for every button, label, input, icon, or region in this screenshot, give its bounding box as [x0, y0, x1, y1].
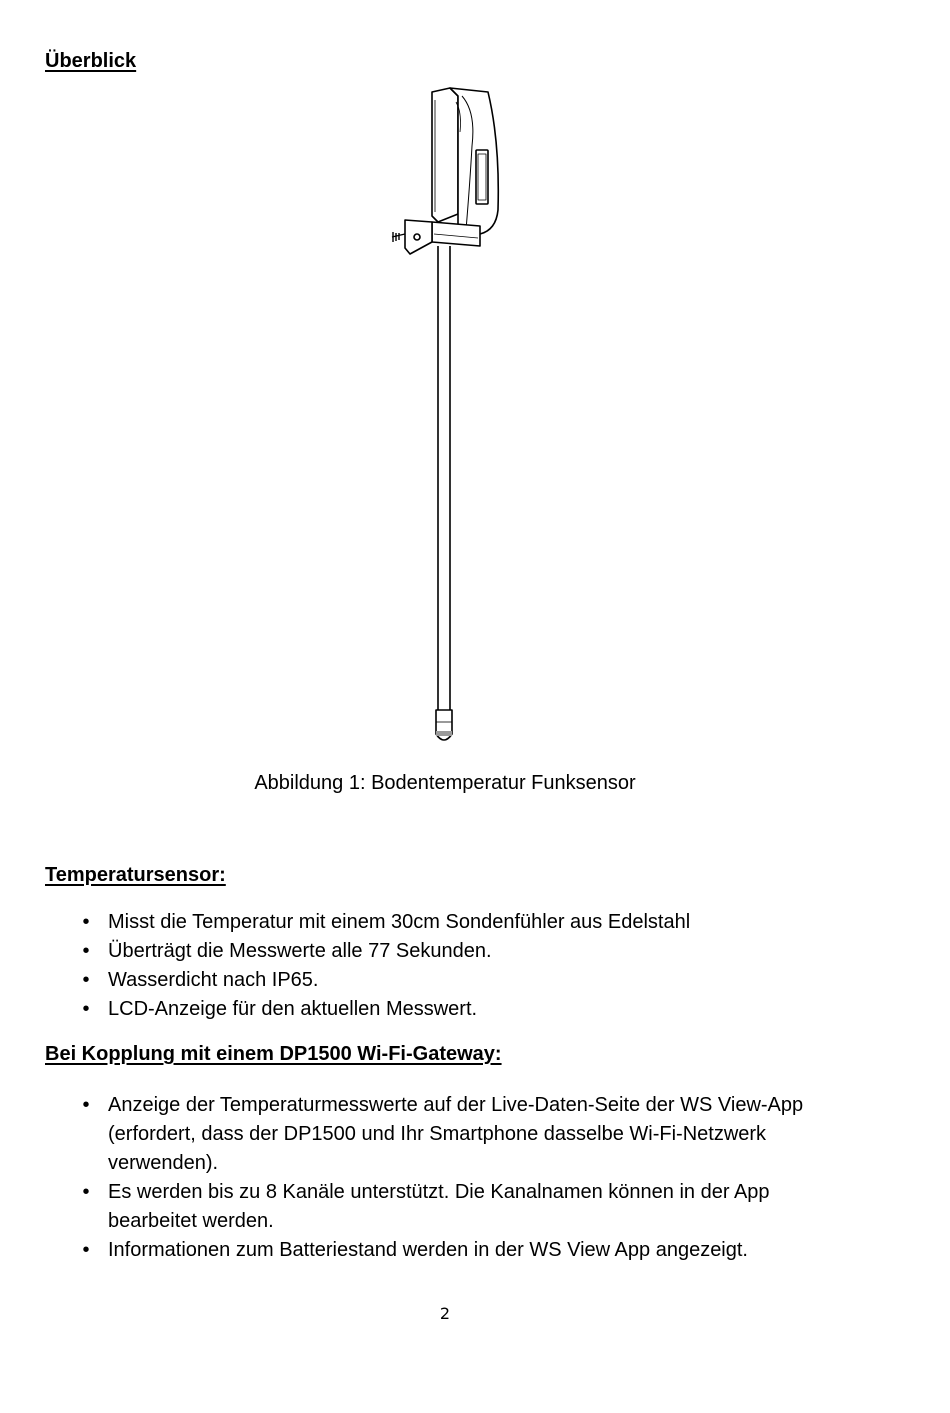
list-item-text: Es werden bis zu 8 Kanäle unterstützt. Die Kanalnamen können in der App bearbeitet werden.	[108, 1181, 770, 1232]
sensor-collar	[432, 222, 480, 246]
temperature-sensor-feature-list	[0, 908, 838, 1024]
list-item-text: Misst die Temperatur mit einem 30cm Sondenfühler aus Edelstahl	[108, 911, 691, 933]
bullet-icon: •	[82, 998, 90, 1020]
list-item	[0, 966, 838, 995]
bullet-icon: •	[82, 1239, 90, 1261]
soil-temperature-sensor-illustration	[380, 82, 520, 752]
list-item	[0, 1236, 838, 1265]
list-item	[0, 1091, 838, 1178]
list-item-text: Wasserdicht nach IP65.	[108, 969, 319, 991]
bullet-icon: •	[82, 940, 90, 962]
list-item	[0, 995, 838, 1024]
figure-caption: Abbildung 1: Bodentemperatur Funksensor	[254, 772, 636, 794]
list-item-text: Überträgt die Messwerte alle 77 Sekunden.	[108, 940, 492, 962]
list-item	[0, 1178, 838, 1236]
list-item	[0, 937, 838, 966]
gateway-coupling-heading: Bei Kopplung mit einem DP1500 Wi-Fi-Gateway:	[45, 1043, 502, 1065]
sensor-housing-left-panel	[432, 88, 458, 222]
temperature-sensor-heading: Temperatursensor:	[45, 864, 226, 886]
bullet-icon: •	[82, 1094, 90, 1116]
page-number: 2	[439, 1304, 451, 1323]
overview-heading: Überblick	[45, 50, 137, 72]
gateway-feature-list	[0, 1091, 838, 1265]
probe-rod	[438, 246, 450, 710]
bullet-icon: •	[82, 969, 90, 991]
mounting-screw	[392, 232, 405, 242]
list-item-text: Informationen zum Batteriestand werden in der WS View App angezeigt.	[108, 1239, 748, 1261]
bullet-icon: •	[82, 1181, 90, 1203]
sensor-housing-body	[450, 88, 498, 236]
list-item-text: LCD-Anzeige für den aktuellen Messwert.	[108, 998, 478, 1020]
list-item	[0, 908, 838, 937]
bullet-icon: •	[82, 911, 90, 933]
list-item-text: Anzeige der Temperaturmesswerte auf der Live-Daten-Seite der WS View-App (erfordert, dass der DP1500 und Ihr Smartphone dasselbe Wi-Fi-Netzwerk verwenden).	[108, 1094, 804, 1174]
